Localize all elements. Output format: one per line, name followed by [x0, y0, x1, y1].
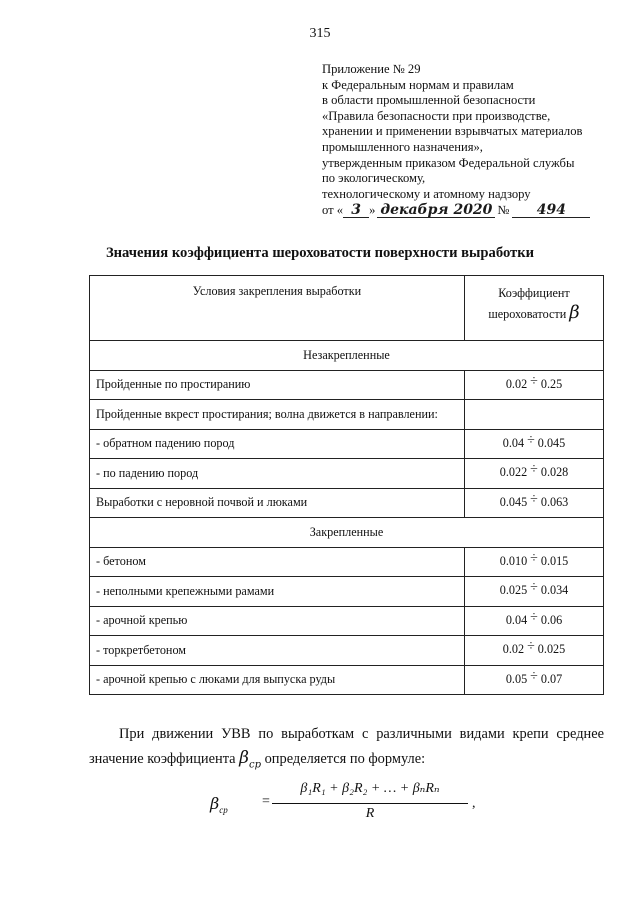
appendix-line: утвержденным приказом Федеральной службы: [322, 155, 575, 170]
range-division-sign: ÷: [530, 491, 538, 507]
range-division-sign: ÷: [530, 580, 538, 596]
table-row: [90, 636, 604, 666]
condition-cell: Выработки с неровной почвой и люками: [90, 488, 465, 518]
appendix-line: «Правила безопасности при производстве,: [322, 108, 551, 123]
coefficient-max: 0.06: [540, 612, 563, 627]
appendix-line: технологическому и атомному надзору: [322, 186, 531, 201]
range-division-sign: ÷: [530, 609, 538, 625]
table-row: [90, 547, 604, 577]
number-sign: №: [497, 203, 510, 218]
coefficient-cell: [465, 459, 604, 489]
appendix-line: промышленного назначения»,: [322, 139, 483, 154]
beta-letter: β: [239, 748, 249, 768]
coefficient-cell: [465, 370, 604, 400]
coefficient-max: 0.25: [540, 376, 563, 391]
date-mid: »: [369, 203, 376, 218]
header-coefficient-line1: Коэффициент: [498, 286, 570, 300]
condition-cell: - обратном падению пород: [90, 429, 465, 459]
coefficient-max: 0.015: [540, 553, 569, 568]
paragraph-text-after: определяется по формуле:: [264, 751, 426, 767]
coefficient-max: 0.045: [537, 435, 566, 450]
roughness-table: [89, 275, 604, 695]
table-row: [90, 665, 604, 695]
header-coefficient: [465, 276, 604, 341]
coefficient-max: 0.034: [540, 583, 569, 598]
coefficient-cell: [465, 606, 604, 636]
table-row: [90, 400, 604, 430]
table-row: [90, 370, 604, 400]
coefficient-min: 0.025: [499, 583, 528, 598]
appendix-line: по экологическому,: [322, 171, 426, 186]
condition-cell: - арочной крепью: [90, 606, 465, 636]
coefficient-cell: [465, 400, 604, 430]
table-row: [90, 459, 604, 489]
beta-subscript: ср: [248, 759, 261, 771]
range-division-sign: ÷: [527, 432, 535, 448]
appendix-line: Приложение № 29: [322, 62, 421, 76]
date-prefix: от «: [322, 203, 344, 218]
coefficient-min: 0.05: [505, 671, 528, 686]
appendix-line: в области промышленной безопасности: [322, 93, 536, 108]
formula-numerator: β₁R₁ + β₂R₂ + … + βₙRₙ: [300, 781, 440, 796]
coefficient-min: 0.02: [502, 642, 525, 657]
coefficient-max: 0.028: [540, 465, 569, 480]
document-title: Значения коэффициента шероховатости поверхности выработки: [105, 245, 535, 261]
formula-equals: =: [262, 794, 270, 809]
coefficient-cell: [465, 577, 604, 607]
condition-cell: Пройденные вкрест простирания; волна движется в направлении:: [90, 400, 465, 430]
coefficient-cell: [465, 636, 604, 666]
condition-cell: - бетоном: [90, 547, 465, 577]
table-section-row: [90, 518, 604, 548]
coefficient-cell: [465, 488, 604, 518]
order-date-line: [322, 203, 612, 219]
beta-avg-symbol: [239, 748, 261, 771]
handwritten-day: 3: [343, 203, 369, 218]
coefficient-max: 0.063: [540, 494, 569, 509]
range-division-sign: ÷: [527, 639, 535, 655]
formula-denominator: R: [365, 806, 375, 821]
table-body: [90, 341, 604, 695]
coefficient-min: 0.04: [502, 435, 525, 450]
formula-comma: ,: [472, 796, 476, 811]
coefficient-min: 0.04: [505, 612, 528, 627]
page-number: 315: [309, 26, 331, 41]
fraction-bar: [272, 803, 468, 804]
table-section-row: [90, 341, 604, 371]
range-division-sign: ÷: [530, 373, 538, 389]
appendix-header: [322, 62, 612, 219]
coefficient-cell: [465, 665, 604, 695]
table-row: [90, 429, 604, 459]
condition-cell: - арочной крепью с люками для выпуска руды: [90, 665, 465, 695]
condition-cell: Пройденные по простиранию: [90, 370, 465, 400]
table-row: [90, 488, 604, 518]
coefficient-cell: [465, 429, 604, 459]
table-row: [90, 577, 604, 607]
table-header-row: [90, 276, 604, 341]
handwritten-order-number: 494: [512, 203, 590, 218]
formula-lhs: [210, 794, 228, 815]
coefficient-max: 0.07: [540, 671, 563, 686]
appendix-line: хранении и применении взрывчатых материалов: [322, 124, 583, 139]
range-division-sign: ÷: [530, 550, 538, 566]
coefficient-min: 0.02: [505, 376, 528, 391]
range-division-sign: ÷: [530, 462, 538, 478]
coefficient-min: 0.022: [499, 465, 528, 480]
coefficient-min: 0.010: [499, 553, 528, 568]
handwritten-month-year: декабря 2020: [377, 203, 495, 218]
body-paragraph: [89, 722, 604, 777]
appendix-line: к Федеральным нормам и правилам: [322, 77, 514, 92]
range-division-sign: ÷: [530, 668, 538, 684]
coefficient-max: 0.025: [537, 642, 566, 657]
condition-cell: - торкретбетоном: [90, 636, 465, 666]
coefficient-cell: [465, 547, 604, 577]
formula-lhs-sub: ср: [219, 804, 228, 815]
coefficient-min: 0.045: [499, 494, 528, 509]
condition-cell: - по падению пород: [90, 459, 465, 489]
header-coefficient-line2: шероховатости: [488, 307, 567, 321]
formula-lhs-beta: β: [210, 794, 220, 813]
condition-cell: - неполными крепежными рамами: [90, 577, 465, 607]
beta-symbol: β: [569, 302, 580, 323]
table-row: [90, 606, 604, 636]
header-conditions: Условия закрепления выработки: [90, 276, 465, 341]
paragraph-text-before: При движении УВВ по выработкам с различными видами крепи среднее значение коэффициента: [89, 726, 604, 767]
section-label: Закрепленные: [90, 518, 604, 548]
section-label: Незакрепленные: [90, 341, 604, 371]
